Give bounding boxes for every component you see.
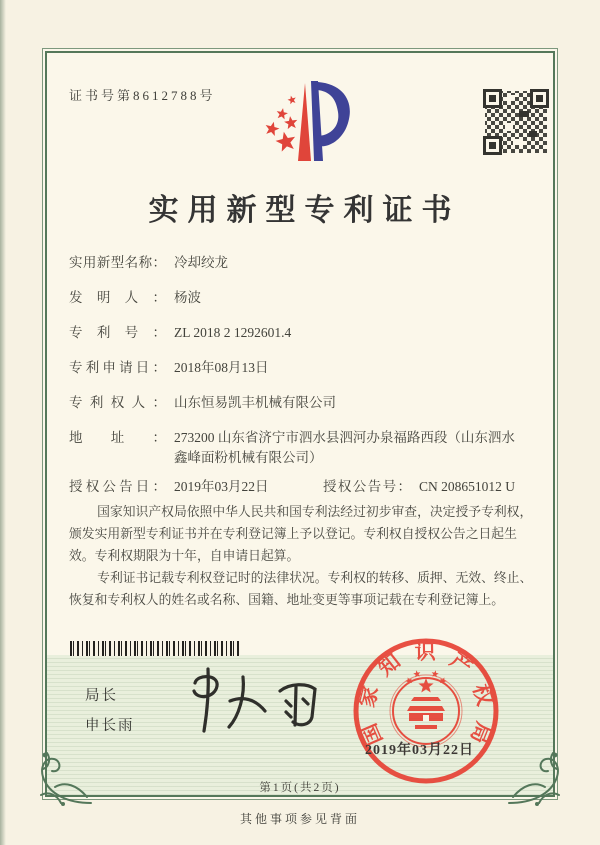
scan-edge-shadow	[0, 0, 6, 845]
field-value: 杨波	[174, 290, 201, 305]
legal-text	[69, 501, 533, 611]
field-invention-name	[69, 253, 535, 273]
signer-title: 局长	[85, 688, 118, 704]
field-value: CN 208651012 U	[419, 479, 516, 494]
legal-paragraph-2: 专利证书记载专利权登记时的法律状况。专利权的转移、质押、无效、终止、恢复和专利权人的姓名或名称、国籍、地址变更等事项记载在专利登记簿上。	[69, 571, 533, 607]
field-label: 地址：	[69, 430, 166, 445]
corner-flourish-icon	[33, 747, 95, 809]
field-value: 2019年03月22日	[174, 479, 269, 494]
field-label: 专利权人：	[69, 395, 166, 410]
certificate-frame	[42, 48, 558, 800]
field-value: 山东恒易凯丰机械有限公司	[174, 395, 336, 410]
handwritten-signature-icon	[183, 661, 333, 751]
legal-paragraph-1: 国家知识产权局依照中华人民共和国专利法经过初步审查，决定授予专利权，颁发实用新型专利证书并在专利登记簿上予以登记。专利权自授权公告之日起生效。专利权期限为十年，自申请日起算。	[69, 505, 533, 563]
field-grant-number	[323, 477, 515, 497]
field-label: 专利号：	[69, 325, 166, 340]
certificate-title: 实用新型专利证书	[148, 194, 461, 227]
certificate-fields	[69, 253, 535, 512]
field-filing-date	[69, 358, 535, 378]
field-label: 授权公告号：	[323, 479, 411, 494]
field-inventor	[69, 288, 535, 308]
official-seal-icon	[341, 635, 516, 800]
field-patentee	[69, 393, 535, 413]
cnipa-logo-icon	[239, 67, 361, 180]
certificate-number: 证书号第8612788号	[69, 88, 216, 103]
field-patent-number	[69, 323, 535, 343]
field-value: ZL 2018 2 1292601.4	[174, 325, 292, 340]
barcode-icon	[70, 641, 240, 656]
field-label: 授权公告日：	[69, 479, 166, 494]
field-label: 专利申请日：	[69, 360, 166, 375]
field-label: 实用新型名称：	[69, 255, 166, 270]
field-value: 冷却绞龙	[174, 255, 228, 270]
field-value: 2018年08月13日	[174, 360, 269, 375]
signer-name: 申长雨	[85, 718, 135, 734]
seal-date: 2019年03月22日	[365, 743, 474, 758]
svg-text:国家知识产权局	[355, 640, 498, 749]
field-grant-row	[69, 477, 535, 497]
field-value: 273200 山东省济宁市泗水县泗河办泉福路西段（山东泗水鑫峰面粉机械有限公司）	[174, 430, 515, 465]
field-label: 发明人：	[69, 290, 166, 305]
signer-block	[85, 681, 135, 741]
corner-flourish-icon	[505, 747, 567, 809]
page-number: 第1页(共2页)	[259, 782, 341, 794]
qr-code-icon	[483, 89, 549, 160]
field-address	[69, 428, 535, 468]
seal-agency-text: 国家知识产权局	[354, 639, 498, 749]
back-side-note: 其他事项参见背面	[239, 812, 360, 826]
